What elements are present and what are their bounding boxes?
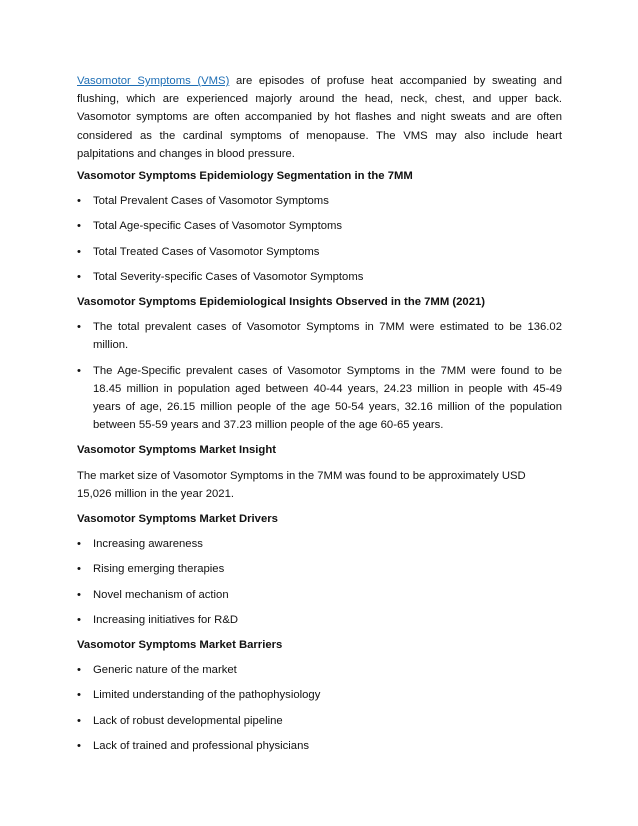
list-item-text: Generic nature of the market — [93, 664, 237, 677]
list-item — [77, 661, 562, 679]
bullet-icon: • — [77, 613, 81, 626]
bullet-icon: • — [77, 739, 81, 752]
list-item-text: Lack of trained and professional physicians — [93, 739, 310, 752]
barriers-list — [77, 661, 562, 755]
bullet-icon: • — [77, 195, 81, 208]
bullet-icon: • — [77, 563, 81, 576]
barriers-heading: Vasomotor Symptoms Market Barriers — [77, 639, 283, 652]
list-item-text: The Age-Specific prevalent cases of Vasomotor Symptoms in the 7MM were found to be 18.45 million in population aged between 40-44 years, 24.23 million in people with 45-49 years of age, 26.15 million people of the age 50-54 years, 32.16 million of the population between 55-59 years and 37.23 million people of the age 60-65 years. — [93, 364, 562, 432]
list-item — [77, 737, 562, 755]
insights-list — [77, 318, 562, 434]
market-insight-heading: Vasomotor Symptoms Market Insight — [77, 444, 276, 457]
bullet-icon: • — [77, 245, 81, 258]
list-item — [77, 362, 562, 435]
list-item — [77, 560, 562, 578]
bullet-icon: • — [77, 664, 81, 677]
list-item — [77, 712, 562, 730]
market-insight-text: The market size of Vasomotor Symptoms in the 7MM was found to be approximately USD 15,026 million in the year 2021. — [77, 469, 526, 500]
list-item-text: Total Treated Cases of Vasomotor Symptoms — [93, 245, 320, 258]
list-item — [77, 243, 562, 261]
bullet-icon: • — [77, 270, 81, 283]
list-item — [77, 192, 562, 210]
segmentation-heading: Vasomotor Symptoms Epidemiology Segmentation in the 7MM — [77, 170, 413, 183]
intro-text: are episodes of profuse heat accompanied by sweating and flushing, which are experienced majorly around the head, neck, chest, and upper back. Vasomotor symptoms are often accompanied by hot flashes and night sweats and are often considered as the cardinal symptoms of menopause. The VMS may also include heart palpitations and changes in blood pressure. — [77, 75, 562, 160]
bullet-icon: • — [77, 538, 81, 551]
list-item-text: Lack of robust developmental pipeline — [93, 714, 283, 727]
insights-heading: Vasomotor Symptoms Epidemiological Insights Observed in the 7MM (2021) — [77, 296, 486, 309]
list-item-text: Total Prevalent Cases of Vasomotor Symptoms — [93, 195, 329, 208]
list-item — [77, 318, 562, 354]
segmentation-list — [77, 192, 562, 286]
drivers-heading: Vasomotor Symptoms Market Drivers — [77, 513, 278, 526]
list-item-text: Total Age-specific Cases of Vasomotor Symptoms — [93, 220, 343, 233]
list-item-text: Increasing initiatives for R&D — [93, 613, 239, 626]
bullet-icon: • — [77, 714, 81, 727]
list-item-text: Increasing awareness — [93, 538, 203, 551]
bullet-icon: • — [77, 321, 81, 334]
bullet-icon: • — [77, 220, 81, 233]
list-item-text: The total prevalent cases of Vasomotor Symptoms in 7MM were estimated to be 136.02 million. — [93, 321, 562, 352]
list-item-text: Rising emerging therapies — [93, 563, 225, 576]
list-item-text: Limited understanding of the pathophysiology — [93, 689, 321, 702]
bullet-icon: • — [77, 364, 81, 377]
list-item-text: Total Severity-specific Cases of Vasomotor Symptoms — [93, 270, 364, 283]
list-item — [77, 217, 562, 235]
list-item — [77, 686, 562, 704]
document-page — [77, 72, 562, 762]
bullet-icon: • — [77, 689, 81, 702]
list-item — [77, 586, 562, 604]
vms-link[interactable]: Vasomotor Symptoms (VMS) — [77, 75, 230, 87]
list-item — [77, 535, 562, 553]
list-item — [77, 268, 562, 286]
drivers-list — [77, 535, 562, 629]
list-item — [77, 611, 562, 629]
intro-paragraph — [77, 72, 562, 163]
bullet-icon: • — [77, 588, 81, 601]
list-item-text: Novel mechanism of action — [93, 588, 229, 601]
